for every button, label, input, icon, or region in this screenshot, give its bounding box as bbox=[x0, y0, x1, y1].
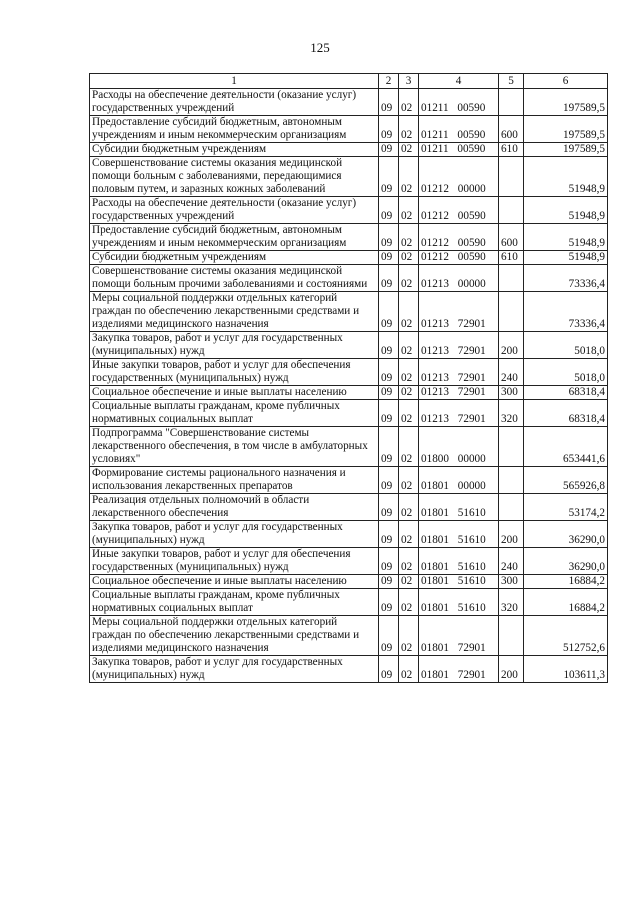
target-code-cell: 01212 00000 bbox=[419, 157, 499, 197]
expense-name-cell: Совершенствование системы оказания медицинской помощи больным прочими заболеваниями и состояниями bbox=[90, 265, 379, 292]
section-cell: 09 bbox=[379, 656, 399, 683]
column-header-6: 6 bbox=[524, 74, 608, 89]
amount-cell: 5018,0 bbox=[524, 359, 608, 386]
amount-cell: 653441,6 bbox=[524, 427, 608, 467]
expense-name-cell: Иные закупки товаров, работ и услуг для обеспечения государственных (муниципальных) нужд bbox=[90, 359, 379, 386]
expense-type-cell bbox=[499, 197, 524, 224]
section-cell: 09 bbox=[379, 197, 399, 224]
expense-type-cell: 320 bbox=[499, 589, 524, 616]
expense-type-cell bbox=[499, 427, 524, 467]
subsection-cell: 02 bbox=[399, 143, 419, 157]
column-header-3: 3 bbox=[399, 74, 419, 89]
amount-cell: 51948,9 bbox=[524, 197, 608, 224]
subsection-cell: 02 bbox=[399, 197, 419, 224]
table-row bbox=[90, 494, 608, 521]
table-row bbox=[90, 224, 608, 251]
expense-type-cell: 610 bbox=[499, 251, 524, 265]
expense-type-cell: 610 bbox=[499, 143, 524, 157]
table-row bbox=[90, 197, 608, 224]
column-header-5: 5 bbox=[499, 74, 524, 89]
target-code-cell: 01211 00590 bbox=[419, 89, 499, 116]
target-code-cell: 01801 72901 bbox=[419, 616, 499, 656]
subsection-cell: 02 bbox=[399, 616, 419, 656]
target-code-cell: 01213 72901 bbox=[419, 332, 499, 359]
subsection-cell: 02 bbox=[399, 386, 419, 400]
section-cell: 09 bbox=[379, 292, 399, 332]
table-row bbox=[90, 265, 608, 292]
expense-name-cell: Расходы на обеспечение деятельности (оказание услуг) государственных учреждений bbox=[90, 197, 379, 224]
table-row bbox=[90, 548, 608, 575]
expense-type-cell bbox=[499, 616, 524, 656]
amount-cell: 197589,5 bbox=[524, 116, 608, 143]
expense-name-cell: Закупка товаров, работ и услуг для государственных (муниципальных) нужд bbox=[90, 656, 379, 683]
amount-cell: 51948,9 bbox=[524, 157, 608, 197]
section-cell: 09 bbox=[379, 494, 399, 521]
expense-name-cell: Меры социальной поддержки отдельных категорий граждан по обеспечению лекарственными средствами и изделиями медицинского назначения bbox=[90, 292, 379, 332]
expense-name-cell: Совершенствование системы оказания медицинской помощи больным с заболеваниями, передающимися половым путем, и заразных кожных заболеваний bbox=[90, 157, 379, 197]
amount-cell: 512752,6 bbox=[524, 616, 608, 656]
amount-cell: 68318,4 bbox=[524, 386, 608, 400]
target-code-cell: 01213 72901 bbox=[419, 400, 499, 427]
table-row bbox=[90, 575, 608, 589]
target-code-cell: 01801 51610 bbox=[419, 548, 499, 575]
table-row bbox=[90, 521, 608, 548]
expense-name-cell: Реализация отдельных полномочий в области лекарственного обеспечения bbox=[90, 494, 379, 521]
amount-cell: 5018,0 bbox=[524, 332, 608, 359]
amount-cell: 36290,0 bbox=[524, 548, 608, 575]
amount-cell: 73336,4 bbox=[524, 265, 608, 292]
amount-cell: 73336,4 bbox=[524, 292, 608, 332]
table-row bbox=[90, 400, 608, 427]
expense-name-cell: Закупка товаров, работ и услуг для государственных (муниципальных) нужд bbox=[90, 521, 379, 548]
expense-type-cell: 240 bbox=[499, 359, 524, 386]
column-header-4: 4 bbox=[419, 74, 499, 89]
amount-cell: 51948,9 bbox=[524, 224, 608, 251]
amount-cell: 53174,2 bbox=[524, 494, 608, 521]
section-cell: 09 bbox=[379, 521, 399, 548]
amount-cell: 565926,8 bbox=[524, 467, 608, 494]
column-header-2: 2 bbox=[379, 74, 399, 89]
expense-type-cell bbox=[499, 265, 524, 292]
table-row bbox=[90, 116, 608, 143]
amount-cell: 16884,2 bbox=[524, 589, 608, 616]
section-cell: 09 bbox=[379, 157, 399, 197]
subsection-cell: 02 bbox=[399, 575, 419, 589]
table-row bbox=[90, 589, 608, 616]
section-cell: 09 bbox=[379, 400, 399, 427]
target-code-cell: 01801 51610 bbox=[419, 575, 499, 589]
subsection-cell: 02 bbox=[399, 292, 419, 332]
section-cell: 09 bbox=[379, 359, 399, 386]
table-row bbox=[90, 251, 608, 265]
target-code-cell: 01213 00000 bbox=[419, 265, 499, 292]
subsection-cell: 02 bbox=[399, 224, 419, 251]
table-row bbox=[90, 359, 608, 386]
subsection-cell: 02 bbox=[399, 656, 419, 683]
expense-name-cell: Субсидии бюджетным учреждениям bbox=[90, 251, 379, 265]
target-code-cell: 01213 72901 bbox=[419, 359, 499, 386]
expense-name-cell: Закупка товаров, работ и услуг для государственных (муниципальных) нужд bbox=[90, 332, 379, 359]
expense-type-cell: 600 bbox=[499, 224, 524, 251]
section-cell: 09 bbox=[379, 548, 399, 575]
expense-type-cell bbox=[499, 467, 524, 494]
section-cell: 09 bbox=[379, 589, 399, 616]
expense-type-cell: 300 bbox=[499, 575, 524, 589]
expense-name-cell: Подпрограмма "Совершенствование системы лекарственного обеспечения, в том числе в амбулаторных условиях" bbox=[90, 427, 379, 467]
expense-type-cell: 320 bbox=[499, 400, 524, 427]
target-code-cell: 01801 51610 bbox=[419, 521, 499, 548]
subsection-cell: 02 bbox=[399, 521, 419, 548]
section-cell: 09 bbox=[379, 575, 399, 589]
section-cell: 09 bbox=[379, 224, 399, 251]
subsection-cell: 02 bbox=[399, 589, 419, 616]
target-code-cell: 01213 72901 bbox=[419, 386, 499, 400]
expense-type-cell: 200 bbox=[499, 332, 524, 359]
section-cell: 09 bbox=[379, 386, 399, 400]
table-row bbox=[90, 427, 608, 467]
expense-name-cell: Расходы на обеспечение деятельности (оказание услуг) государственных учреждений bbox=[90, 89, 379, 116]
subsection-cell: 02 bbox=[399, 332, 419, 359]
subsection-cell: 02 bbox=[399, 427, 419, 467]
target-code-cell: 01212 00590 bbox=[419, 251, 499, 265]
expense-type-cell bbox=[499, 292, 524, 332]
target-code-cell: 01801 00000 bbox=[419, 467, 499, 494]
expense-name-cell: Предоставление субсидий бюджетным, автономным учреждениям и иным некоммерческим организациям bbox=[90, 224, 379, 251]
section-cell: 09 bbox=[379, 143, 399, 157]
subsection-cell: 02 bbox=[399, 467, 419, 494]
table-row bbox=[90, 386, 608, 400]
subsection-cell: 02 bbox=[399, 251, 419, 265]
amount-cell: 16884,2 bbox=[524, 575, 608, 589]
table-row bbox=[90, 332, 608, 359]
expense-type-cell bbox=[499, 494, 524, 521]
subsection-cell: 02 bbox=[399, 116, 419, 143]
table-row bbox=[90, 157, 608, 197]
target-code-cell: 01800 00000 bbox=[419, 427, 499, 467]
expense-name-cell: Субсидии бюджетным учреждениям bbox=[90, 143, 379, 157]
section-cell: 09 bbox=[379, 467, 399, 494]
target-code-cell: 01213 72901 bbox=[419, 292, 499, 332]
column-header-1: 1 bbox=[90, 74, 379, 89]
expense-type-cell: 600 bbox=[499, 116, 524, 143]
amount-cell: 197589,5 bbox=[524, 143, 608, 157]
section-cell: 09 bbox=[379, 116, 399, 143]
target-code-cell: 01801 72901 bbox=[419, 656, 499, 683]
amount-cell: 68318,4 bbox=[524, 400, 608, 427]
amount-cell: 51948,9 bbox=[524, 251, 608, 265]
expense-type-cell bbox=[499, 89, 524, 116]
amount-cell: 103611,3 bbox=[524, 656, 608, 683]
expense-type-cell: 300 bbox=[499, 386, 524, 400]
subsection-cell: 02 bbox=[399, 359, 419, 386]
table-row bbox=[90, 292, 608, 332]
table-row bbox=[90, 616, 608, 656]
amount-cell: 197589,5 bbox=[524, 89, 608, 116]
subsection-cell: 02 bbox=[399, 265, 419, 292]
expense-type-cell: 200 bbox=[499, 521, 524, 548]
expense-name-cell: Социальные выплаты гражданам, кроме публичных нормативных социальных выплат bbox=[90, 400, 379, 427]
expense-type-cell: 240 bbox=[499, 548, 524, 575]
expense-name-cell: Иные закупки товаров, работ и услуг для обеспечения государственных (муниципальных) нужд bbox=[90, 548, 379, 575]
table-row bbox=[90, 467, 608, 494]
section-cell: 09 bbox=[379, 265, 399, 292]
target-code-cell: 01211 00590 bbox=[419, 116, 499, 143]
section-cell: 09 bbox=[379, 332, 399, 359]
table-header-row bbox=[90, 74, 608, 89]
target-code-cell: 01212 00590 bbox=[419, 224, 499, 251]
section-cell: 09 bbox=[379, 251, 399, 265]
section-cell: 09 bbox=[379, 89, 399, 116]
page-number: 125 bbox=[310, 40, 330, 55]
section-cell: 09 bbox=[379, 616, 399, 656]
expense-type-cell bbox=[499, 157, 524, 197]
subsection-cell: 02 bbox=[399, 494, 419, 521]
table-row bbox=[90, 143, 608, 157]
expense-name-cell: Социальные выплаты гражданам, кроме публичных нормативных социальных выплат bbox=[90, 589, 379, 616]
budget-table bbox=[89, 73, 608, 683]
amount-cell: 36290,0 bbox=[524, 521, 608, 548]
target-code-cell: 01801 51610 bbox=[419, 589, 499, 616]
target-code-cell: 01801 51610 bbox=[419, 494, 499, 521]
subsection-cell: 02 bbox=[399, 548, 419, 575]
expense-name-cell: Социальное обеспечение и иные выплаты населению bbox=[90, 575, 379, 589]
table-row bbox=[90, 89, 608, 116]
section-cell: 09 bbox=[379, 427, 399, 467]
target-code-cell: 01212 00590 bbox=[419, 197, 499, 224]
expense-name-cell: Меры социальной поддержки отдельных категорий граждан по обеспечению лекарственными средствами и изделиями медицинского назначения bbox=[90, 616, 379, 656]
expense-name-cell: Формирование системы рационального назначения и использования лекарственных препаратов bbox=[90, 467, 379, 494]
subsection-cell: 02 bbox=[399, 400, 419, 427]
expense-name-cell: Предоставление субсидий бюджетным, автономным учреждениям и иным некоммерческим организациям bbox=[90, 116, 379, 143]
subsection-cell: 02 bbox=[399, 89, 419, 116]
expense-name-cell: Социальное обеспечение и иные выплаты населению bbox=[90, 386, 379, 400]
target-code-cell: 01211 00590 bbox=[419, 143, 499, 157]
table-row bbox=[90, 656, 608, 683]
expense-type-cell: 200 bbox=[499, 656, 524, 683]
subsection-cell: 02 bbox=[399, 157, 419, 197]
